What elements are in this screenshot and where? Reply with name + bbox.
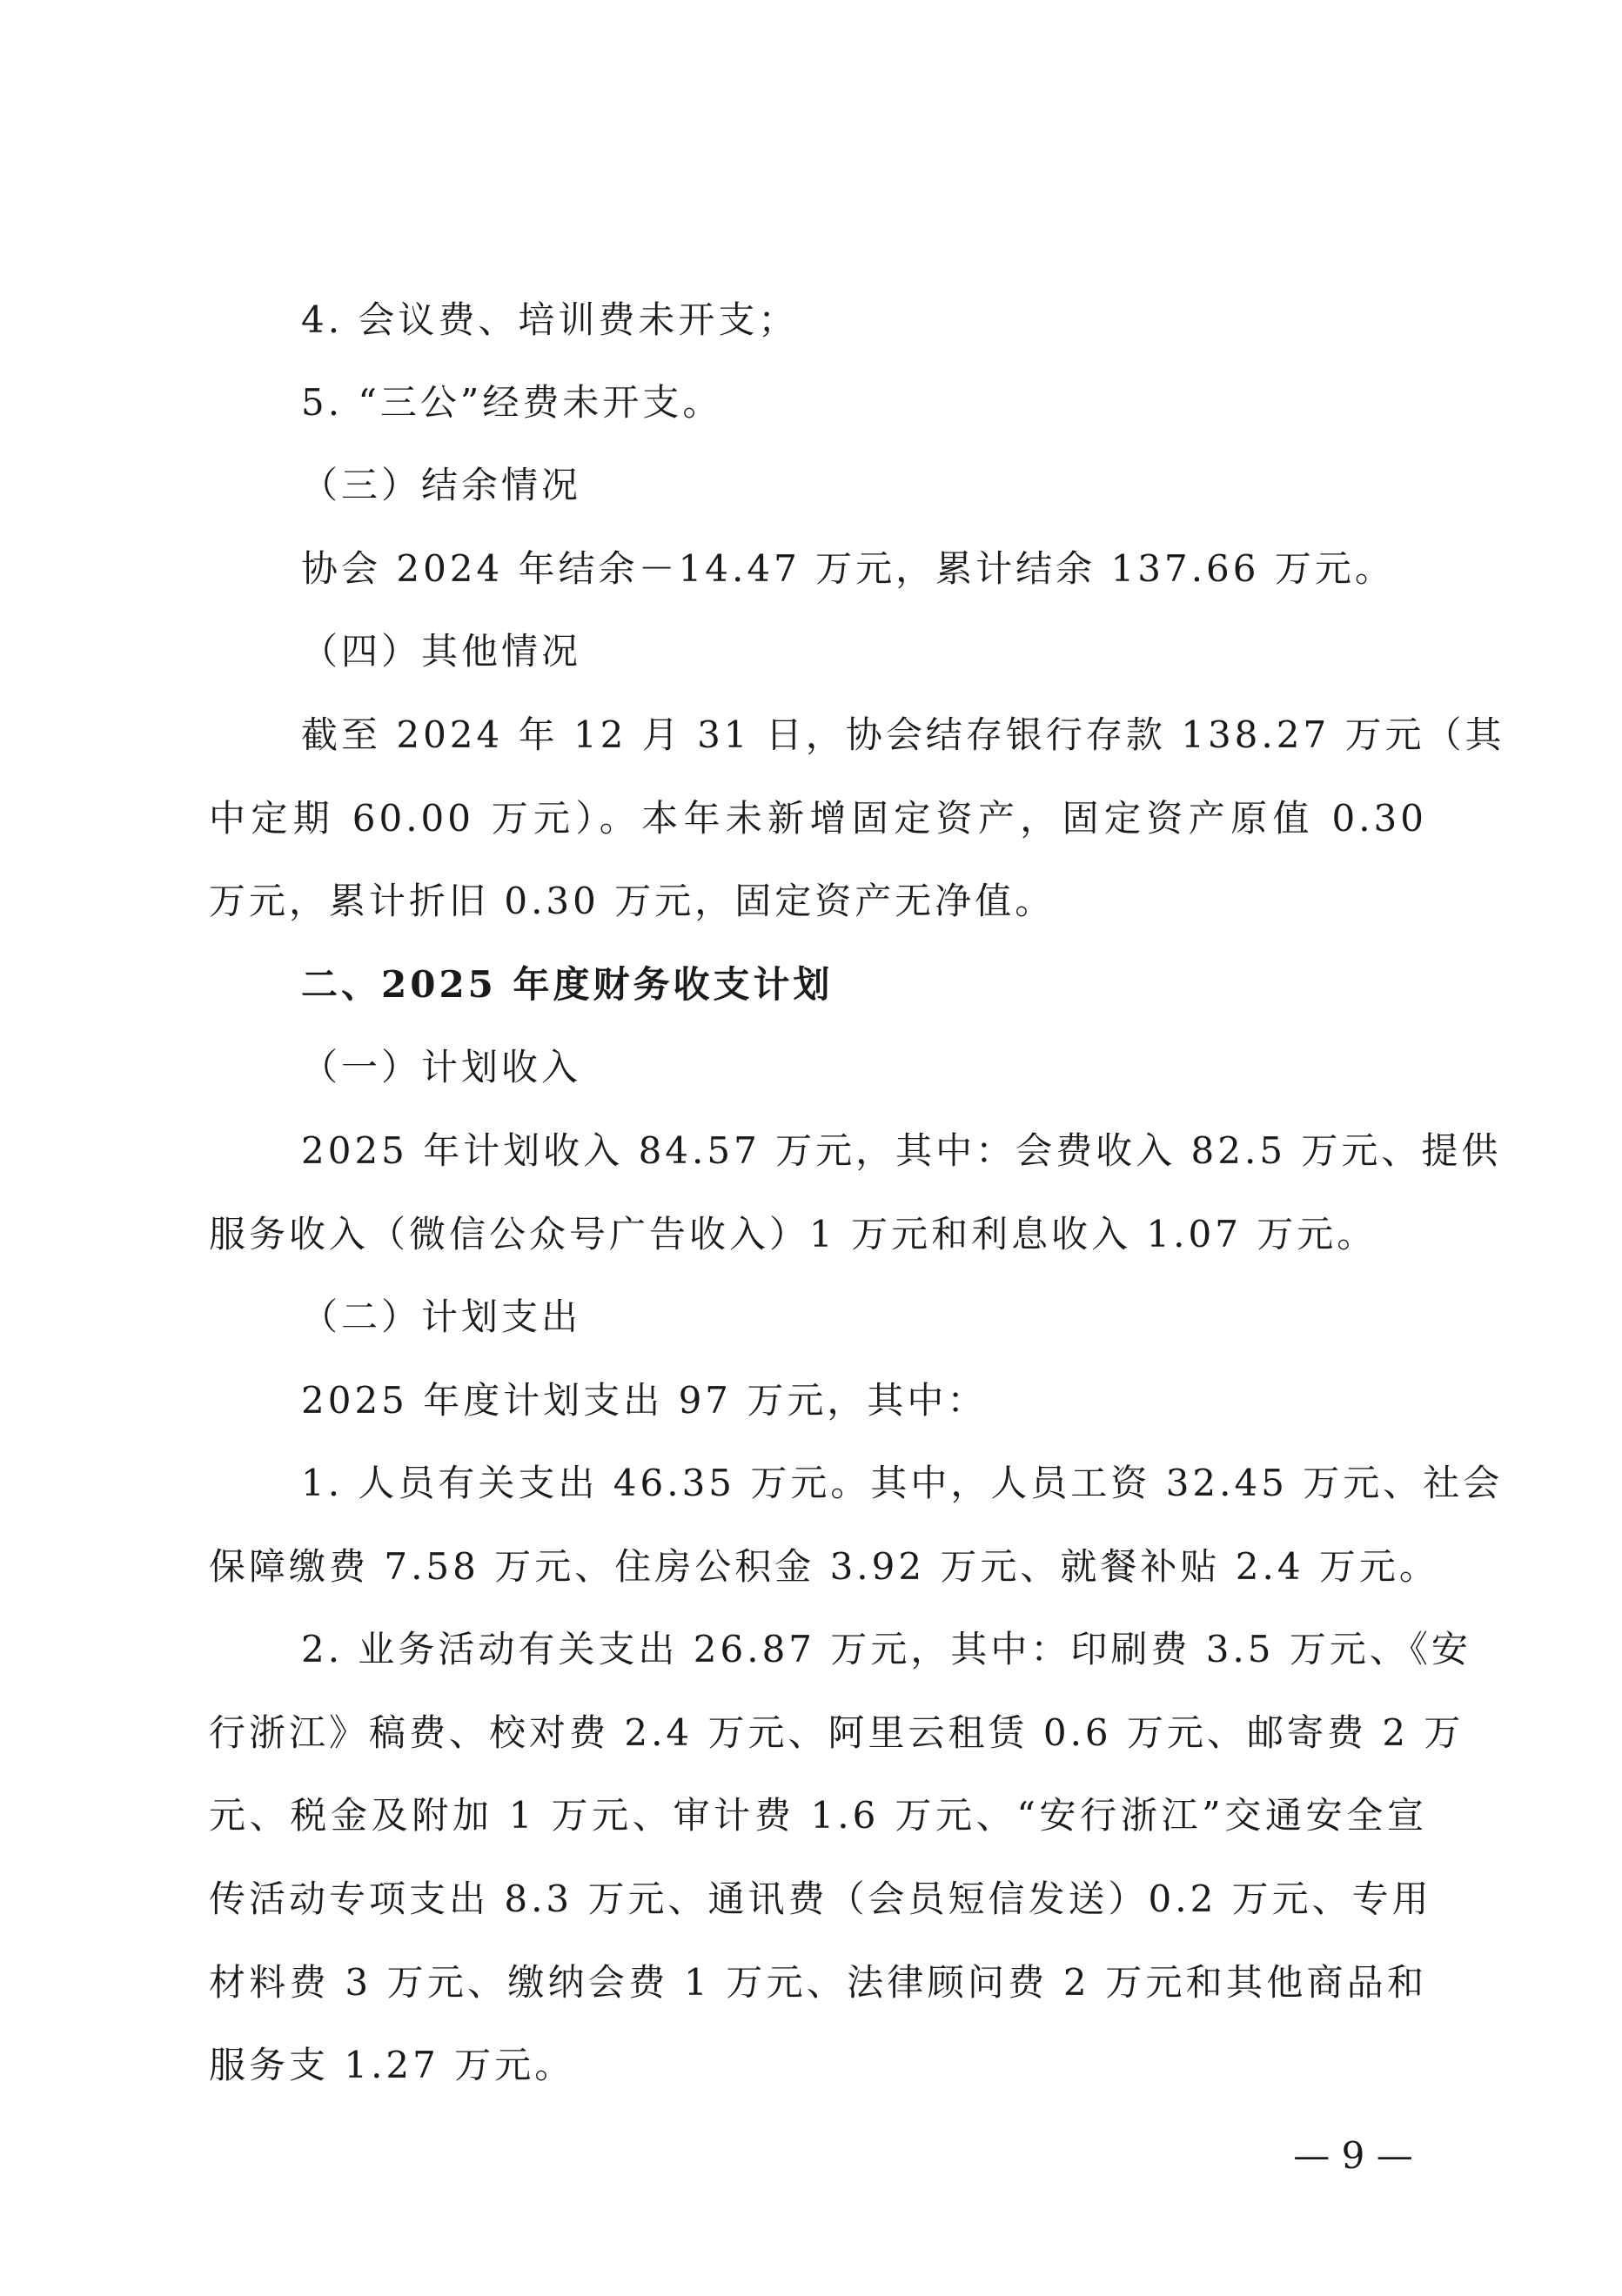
list-item-business-line-5: 材料费 3 万元、缴纳会费 1 万元、法律顾问费 2 万元和其他商品和: [209, 1961, 1427, 2004]
list-item-business-line-6: 服务支 1.27 万元。: [209, 2044, 575, 2086]
chapter-heading-plan: 二、2025 年度财务收支计划: [301, 963, 834, 1006]
list-item-three-public: 5. “三公”经费未开支。: [301, 381, 723, 424]
section-heading-other: （四）其他情况: [301, 630, 582, 673]
list-item-business-line-1: 2. 业务活动有关支出 26.87 万元，其中：印刷费 3.5 万元、《安: [301, 1628, 1471, 1670]
paragraph-other-line-3: 万元，累计折旧 0.30 万元，固定资产无净值。: [209, 880, 1056, 922]
list-item-personnel-line-1: 1. 人员有关支出 46.35 万元。其中，人员工资 32.45 万元、社会: [301, 1462, 1504, 1504]
paragraph-income-line-1: 2025 年计划收入 84.57 万元，其中：会费收入 82.5 万元、提供: [301, 1129, 1502, 1172]
list-item-business-line-4: 传活动专项支出 8.3 万元、通讯费（会员短信发送）0.2 万元、专用: [209, 1878, 1432, 1920]
section-heading-balance: （三）结余情况: [301, 464, 582, 506]
paragraph-expense-intro: 2025 年度计划支出 97 万元，其中：: [301, 1379, 988, 1422]
list-item-personnel-line-2: 保障缴费 7.58 万元、住房公积金 3.92 万元、就餐补贴 2.4 万元。: [209, 1545, 1439, 1588]
page-number: — 9 —: [1293, 2134, 1413, 2177]
paragraph-other-line-2: 中定期 60.00 万元）。本年未新增固定资产，固定资产原值 0.30: [209, 797, 1427, 840]
section-heading-planned-income: （一）计划收入: [301, 1046, 582, 1088]
paragraph-other-line-1: 截至 2024 年 12 月 31 日，协会结存银行存款 138.27 万元（其: [301, 713, 1505, 756]
paragraph-income-line-2: 服务收入（微信公众号广告收入）1 万元和利息收入 1.07 万元。: [209, 1213, 1377, 1255]
section-heading-planned-expense: （二）计划支出: [301, 1295, 582, 1338]
list-item-business-line-2: 行浙江》稿费、校对费 2.4 万元、阿里云租赁 0.6 万元、邮寄费 2 万: [209, 1711, 1464, 1754]
list-item-business-line-3: 元、税金及附加 1 万元、审计费 1.6 万元、“安行浙江”交通安全宣: [209, 1794, 1427, 1837]
list-item-meeting-training: 4. 会议费、培训费未开支；: [301, 298, 799, 341]
paragraph-balance: 协会 2024 年结余－14.47 万元，累计结余 137.66 万元。: [301, 547, 1395, 590]
